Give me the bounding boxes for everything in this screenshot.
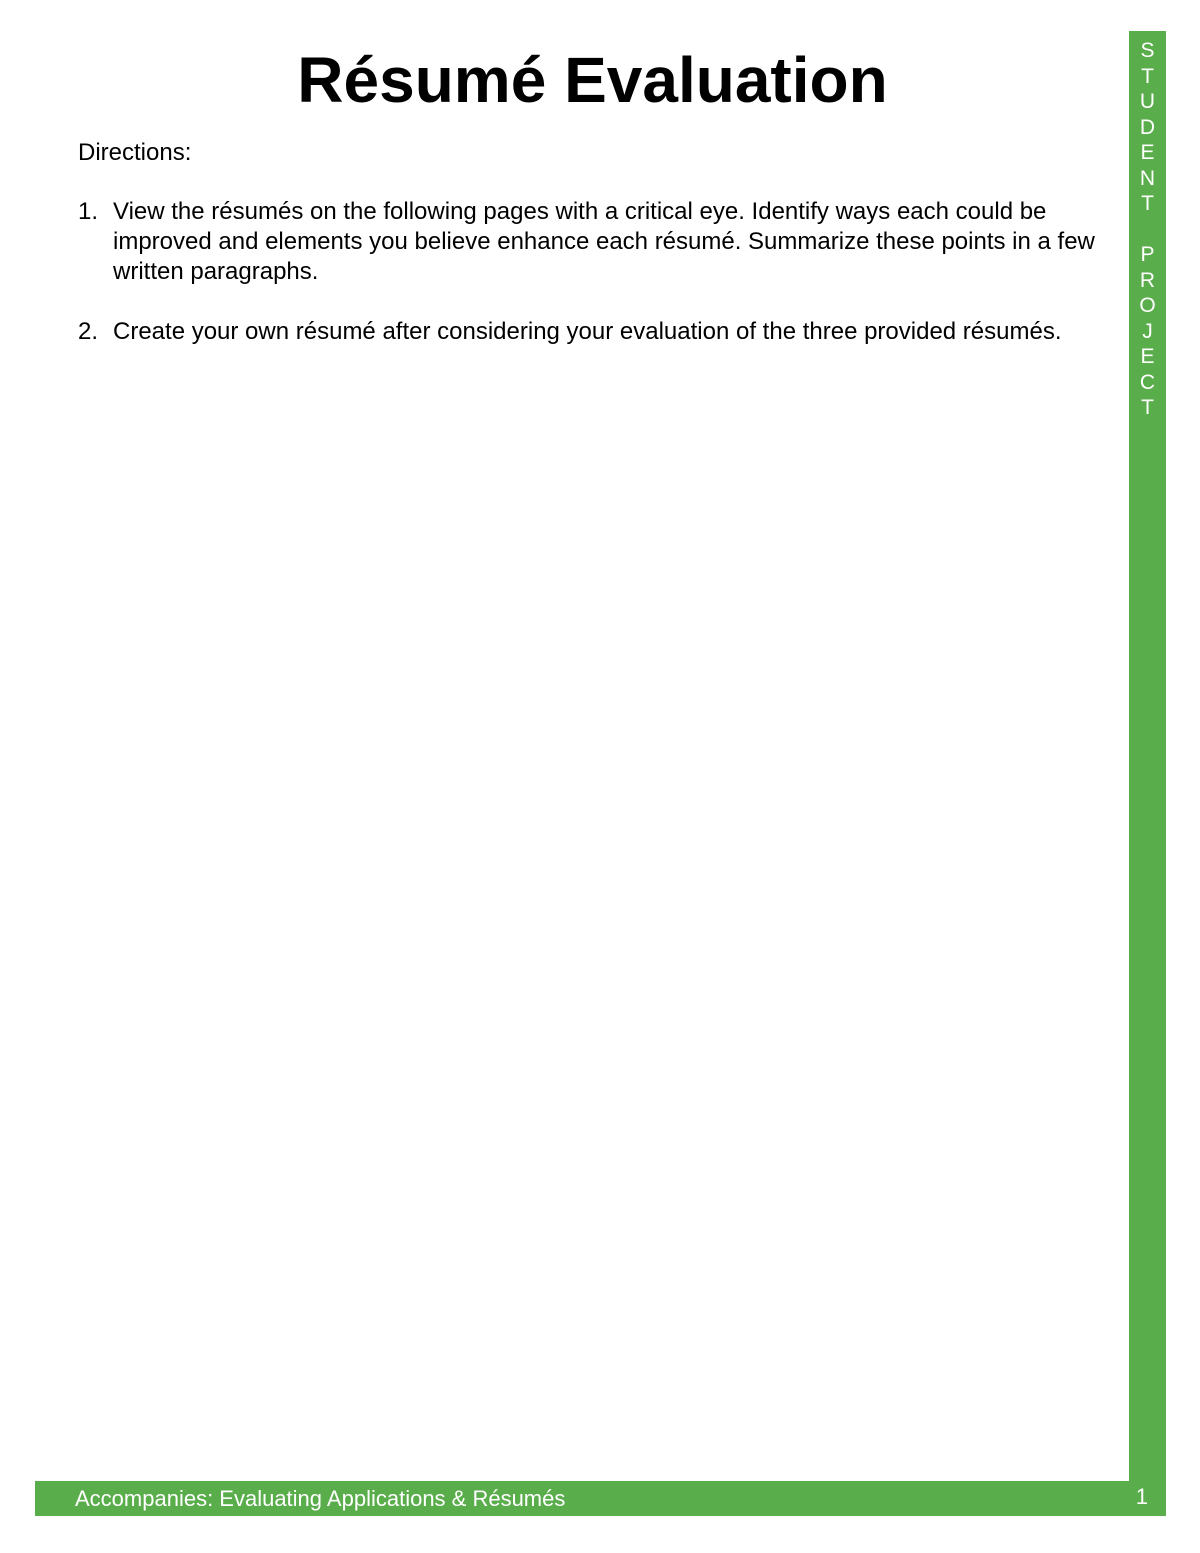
list-item bbox=[78, 317, 1108, 347]
list-item-text: Create your own résumé after considering your evaluation of the three provided résumés. bbox=[113, 318, 1062, 345]
list-item-number: 2. bbox=[78, 318, 99, 345]
list-item-number: 1. bbox=[78, 198, 99, 225]
footer-text: Accompanies: Evaluating Applications & Résumés bbox=[75, 1486, 566, 1511]
side-label-student-project: S T U D E N T P R O J E C T bbox=[1139, 39, 1156, 419]
page-number: 1 bbox=[1135, 1484, 1148, 1509]
list-item bbox=[78, 197, 1108, 287]
directions-list bbox=[78, 197, 1108, 377]
footer-bar bbox=[35, 1481, 1166, 1516]
page-title: Résumé Evaluation bbox=[297, 44, 888, 116]
directions-label: Directions: bbox=[78, 139, 192, 166]
list-item-text: View the résumés on the following pages with a critical eye. Identify ways each could be improved and elements you believe enhance each résumé. Summarize these points in a few written paragraphs. bbox=[113, 198, 1095, 285]
